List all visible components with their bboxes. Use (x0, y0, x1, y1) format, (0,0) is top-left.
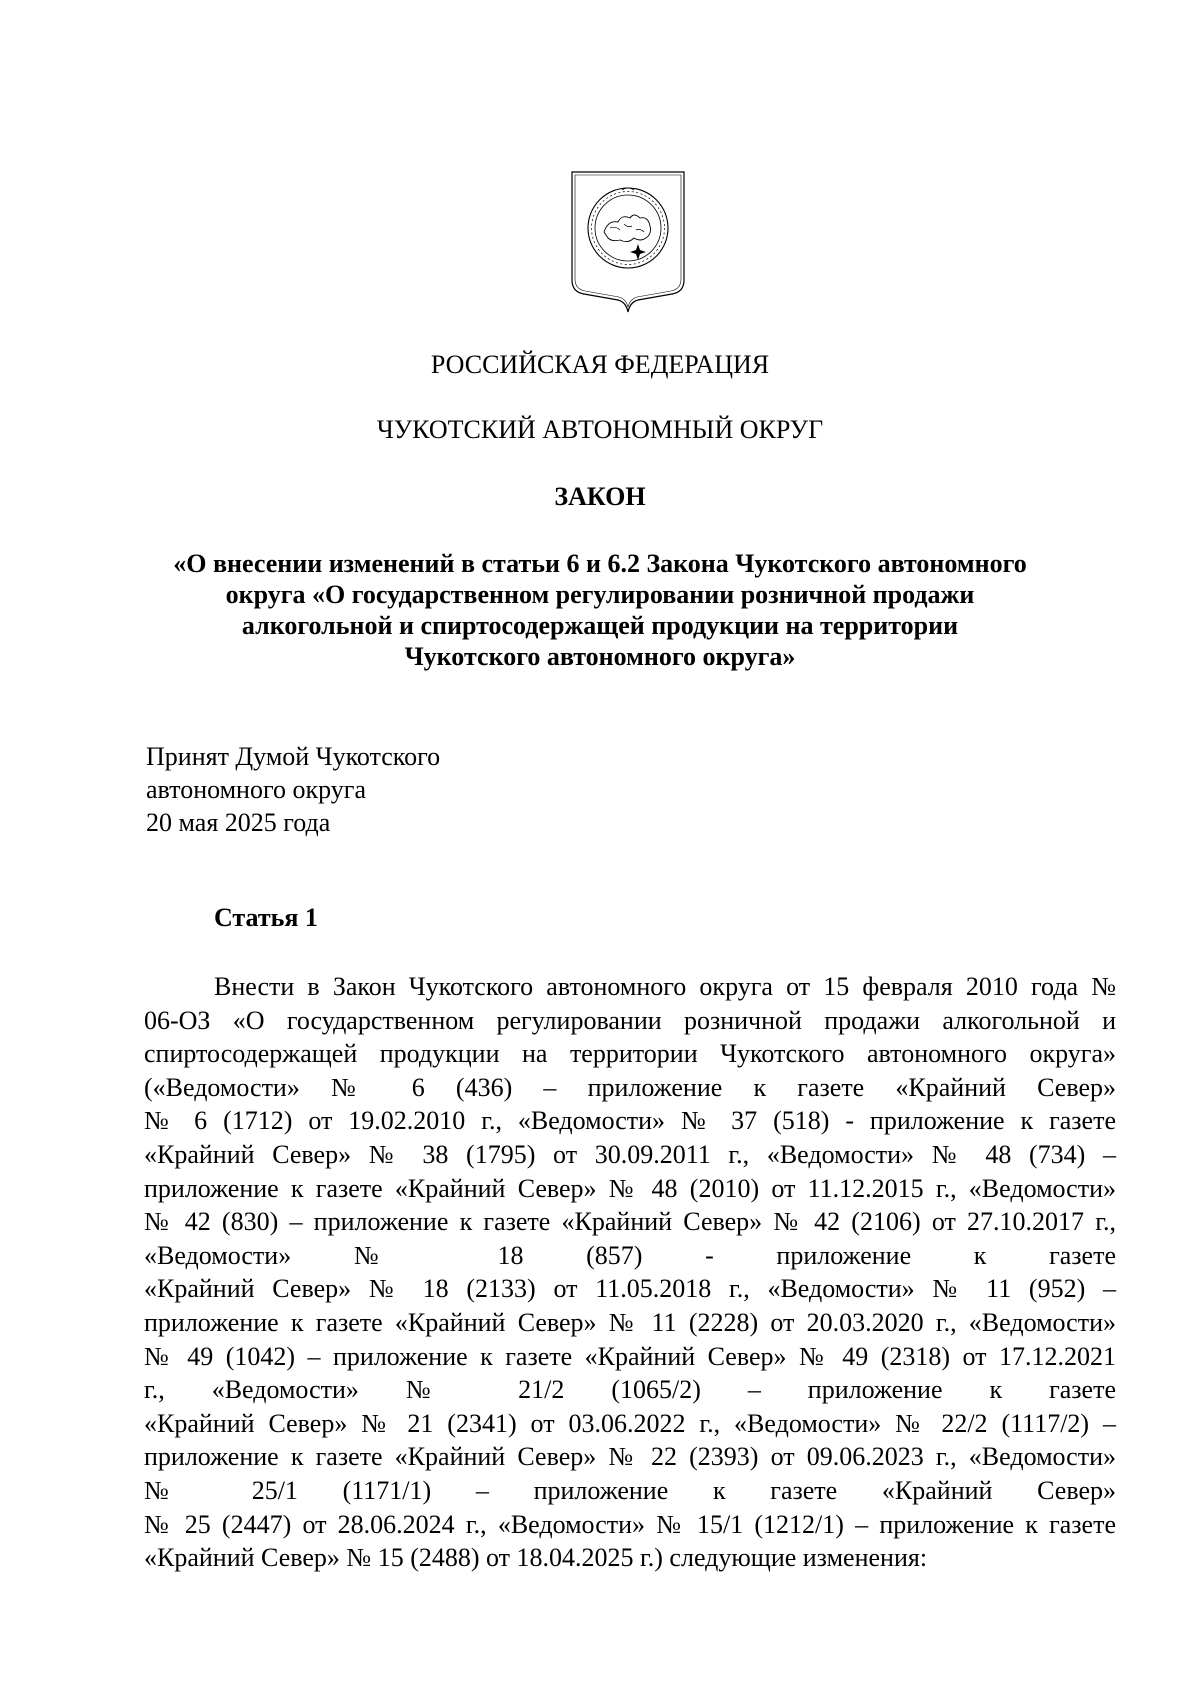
body-line: «Крайний Север» № 15 (2488) от 18.04.2025 г.) следующие изменения: (144, 1543, 928, 1573)
country-name: РОССИЙСКАЯ ФЕДЕРАЦИЯ (430, 350, 770, 379)
body-line: № 25/1 (1171/1) – приложение к газете «Крайний Север» (144, 1475, 1116, 1505)
body-line: приложение к газете «Крайний Север» № 22 (2393) от 09.06.2023 г., «Ведомости» (144, 1442, 1116, 1472)
coat-of-arms-icon (568, 168, 688, 320)
body-line: «Ведомости» № 18 (857) - приложение к газете (144, 1240, 1116, 1270)
body-line: г., «Ведомости» № 21/2 (1065/2) – приложение к газете (144, 1375, 1116, 1405)
adoption-date: 20 мая 2025 года (146, 808, 331, 837)
adoption-line: автономного округа (146, 775, 366, 804)
body-line: («Ведомости» № 6 (436) – приложение к газете «Крайний Север» (144, 1072, 1116, 1102)
body-line: Внести в Закон Чукотского автономного округа от 15 февраля 2010 года № (214, 972, 1116, 1001)
document-type: ЗАКОН (554, 482, 646, 511)
body-line: «Крайний Север» № 21 (2341) от 03.06.2022 г., «Ведомости» № 22/2 (1117/2) – (144, 1408, 1116, 1438)
body-line: № 6 (1712) от 19.02.2010 г., «Ведомости» № 37 (518) - приложение к газете (144, 1106, 1116, 1136)
law-title-line: округа «О государственном регулировании розничной продажи (225, 580, 975, 609)
law-title (130, 548, 1070, 672)
body-line: приложение к газете «Крайний Север» № 48 (2010) от 11.12.2015 г., «Ведомости» (144, 1173, 1116, 1203)
region-name: ЧУКОТСКИЙ АВТОНОМНЫЙ ОКРУГ (376, 415, 824, 444)
law-title-line: алкогольной и спиртосодержащей продукции на территории (241, 611, 959, 640)
body-line: спиртосодержащей продукции на территории Чукотского автономного округа» (144, 1039, 1116, 1069)
adoption-line: Принят Думой Чукотского (146, 742, 441, 771)
body-line: № 25 (2447) от 28.06.2024 г., «Ведомости» № 15/1 (1212/1) – приложение к газете (144, 1509, 1116, 1539)
article-heading: Статья 1 (214, 903, 318, 932)
body-line: 06-ОЗ «О государственном регулировании розничной продажи алкогольной и (144, 1005, 1116, 1035)
law-title-line: «О внесении изменений в статьи 6 и 6.2 Закона Чукотского автономного (173, 549, 1027, 578)
body-line: приложение к газете «Крайний Север» № 11 (2228) от 20.03.2020 г., «Ведомости» (144, 1307, 1116, 1337)
law-title-line: Чукотского автономного округа» (404, 642, 796, 671)
article-body (144, 970, 1116, 1575)
body-line: № 42 (830) – приложение к газете «Крайний Север» № 42 (2106) от 27.10.2017 г., (144, 1207, 1116, 1237)
body-line: № 49 (1042) – приложение к газете «Крайний Север» № 49 (2318) от 17.12.2021 (144, 1341, 1116, 1371)
body-line: «Крайний Север» № 18 (2133) от 11.05.2018 г., «Ведомости» № 11 (952) – (144, 1274, 1116, 1304)
adoption-note (146, 740, 440, 839)
body-line: «Крайний Север» № 38 (1795) от 30.09.2011 г., «Ведомости» № 48 (734) – (144, 1139, 1116, 1169)
